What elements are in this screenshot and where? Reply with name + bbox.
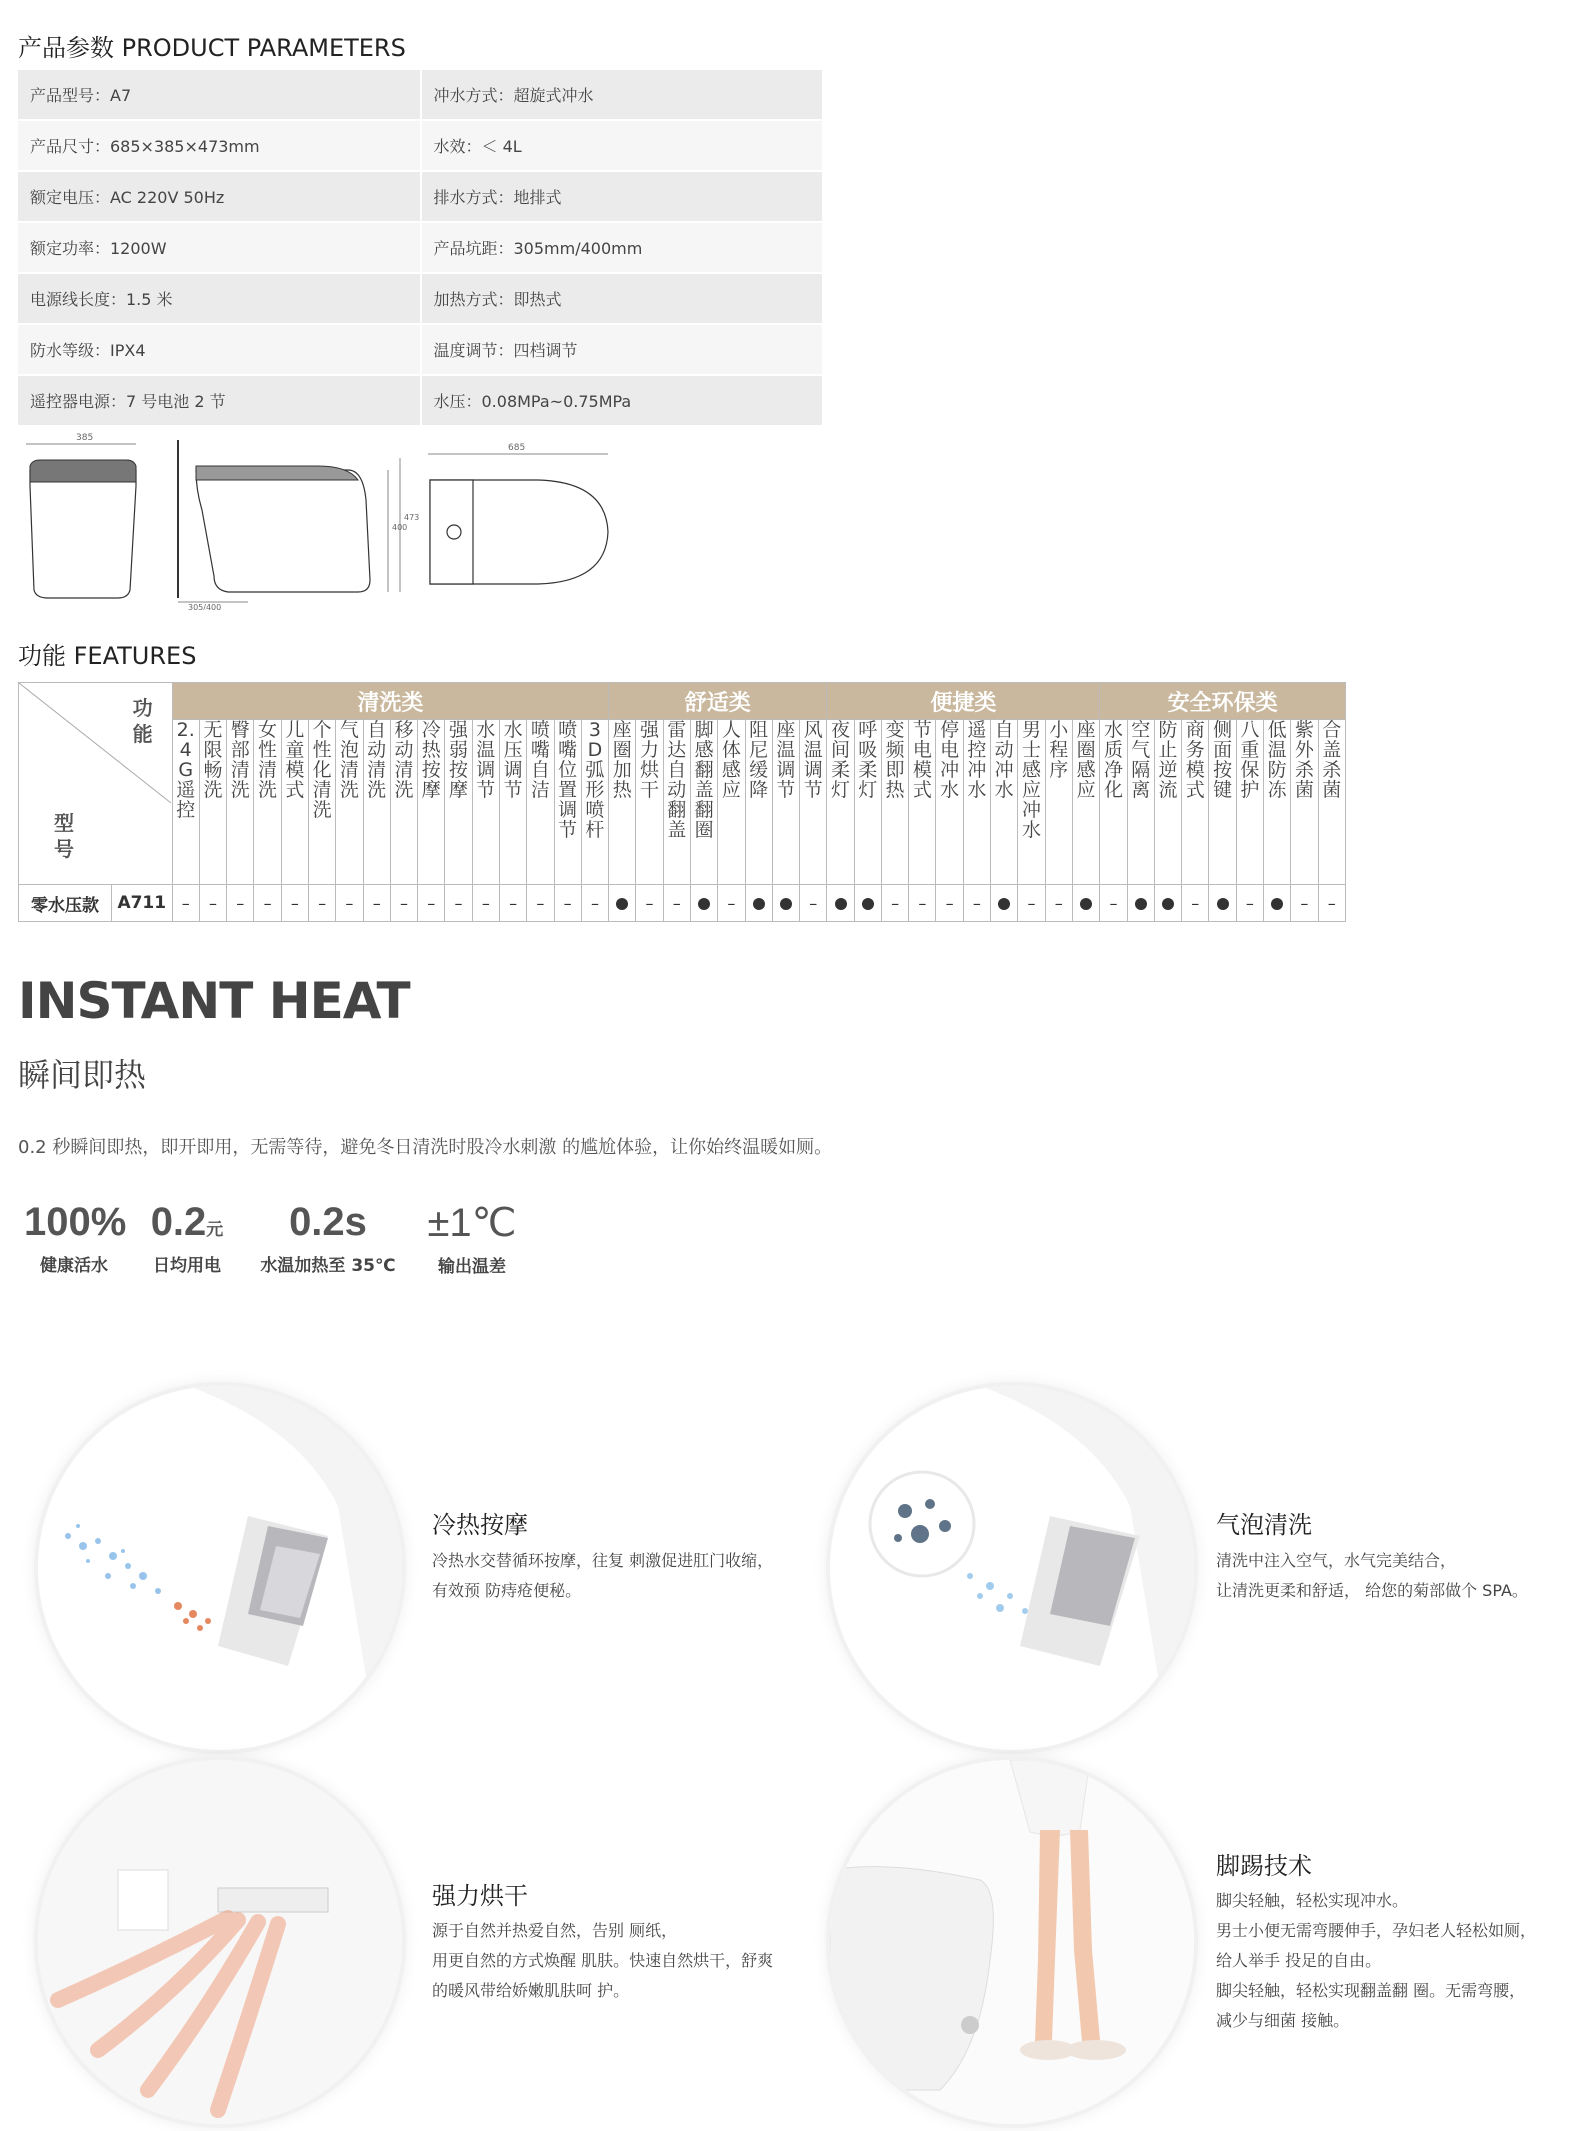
function-header: 移动清洗 <box>390 720 417 885</box>
feature-unsupported-dash: – <box>881 885 908 922</box>
function-header: 喷嘴位置调节 <box>554 720 581 885</box>
feature-unsupported-dash: – <box>800 885 827 922</box>
stat-daily-power <box>142 1200 232 1276</box>
massage-image <box>38 1386 402 1750</box>
stat-heat-time <box>258 1200 398 1276</box>
feature-unsupported-dash: – <box>909 885 936 922</box>
function-header: 停电冲水 <box>936 720 963 885</box>
function-header: 2.4G遥控 <box>172 720 199 885</box>
stat-label: 日均用电 <box>153 1256 221 1276</box>
top-view-drawing <box>428 443 608 584</box>
function-header: 小程序 <box>1045 720 1072 885</box>
dot-icon <box>835 898 847 910</box>
feature-unsupported-dash: – <box>308 885 335 922</box>
category-header: 清洗类 <box>172 683 609 720</box>
params-row <box>18 120 823 171</box>
function-header: 变频即热 <box>881 720 908 885</box>
kick-title: 脚踢技术 <box>1216 1852 1312 1880</box>
feature-unsupported-dash: – <box>472 885 499 922</box>
params-row <box>18 70 823 120</box>
dot-icon <box>616 898 628 910</box>
massage-title: 冷热按摩 <box>432 1511 528 1539</box>
function-header: 座圈感应 <box>1072 720 1099 885</box>
feature-supported-dot <box>772 885 799 922</box>
features-title: 功能 FEATURES <box>18 642 197 670</box>
function-header: 雷达自动翻盖 <box>663 720 690 885</box>
params-cell: 水压：0.08MPa~0.75MPa <box>421 375 824 426</box>
function-header: 女性清洗 <box>254 720 281 885</box>
feature-supported-dot <box>1072 885 1099 922</box>
feature-supported-dot <box>1209 885 1236 922</box>
dim-pit-label: 305/400 <box>188 603 222 610</box>
function-header: 自动冲水 <box>991 720 1018 885</box>
feature-unsupported-dash: – <box>499 885 526 922</box>
feature-unsupported-dash: – <box>1045 885 1072 922</box>
stat-value: 0.2元 <box>150 1200 224 1244</box>
corner-model-label: 型号 <box>54 811 74 861</box>
feature-unsupported-dash: – <box>336 885 363 922</box>
feature-unsupported-dash: – <box>445 885 472 922</box>
dot-icon <box>862 898 874 910</box>
function-header: 商务模式 <box>1182 720 1209 885</box>
corner-header <box>19 683 173 885</box>
features-table <box>18 682 1346 922</box>
feature-unsupported-dash: – <box>1018 885 1045 922</box>
params-table <box>18 70 824 427</box>
feature-supported-dot <box>827 885 854 922</box>
params-cell: 排水方式：地排式 <box>421 171 824 222</box>
function-header: 座温调节 <box>772 720 799 885</box>
dot-icon <box>1162 898 1174 910</box>
dim-height1-label: 400 <box>392 523 408 532</box>
product-name: 零水压款 <box>19 885 112 922</box>
function-header: 脚感翻盖翻圈 <box>690 720 717 885</box>
function-header: 侧面按键 <box>1209 720 1236 885</box>
function-header: 低温防冻 <box>1264 720 1291 885</box>
function-header: 阻尼缓降 <box>745 720 772 885</box>
category-header: 舒适类 <box>609 683 827 720</box>
front-view-drawing <box>26 433 136 598</box>
dot-icon <box>1271 898 1283 910</box>
params-row <box>18 273 823 324</box>
bubble-text: 清洗中注入空气，水气完美结合， 让清洗更柔和舒适， 给您的菊部做个 SPA。 <box>1216 1551 1528 1600</box>
params-title: 产品参数 PRODUCT PARAMETERS <box>18 34 406 62</box>
side-view-drawing <box>178 440 419 610</box>
params-cell: 冲水方式：超旋式冲水 <box>421 70 824 120</box>
drying-title: 强力烘干 <box>432 1882 528 1910</box>
params-cell: 遥控器电源：7 号电池 2 节 <box>18 375 421 426</box>
function-header: 水质净化 <box>1100 720 1127 885</box>
params-row <box>18 375 823 426</box>
params-cell: 加热方式：即热式 <box>421 273 824 324</box>
params-cell: 电源线长度：1.5 米 <box>18 273 421 324</box>
stat-label: 水温加热至 35℃ <box>260 1256 396 1276</box>
stat-value: 0.2s <box>289 1200 367 1244</box>
function-header: 人体感应 <box>718 720 745 885</box>
function-header: 儿童模式 <box>281 720 308 885</box>
function-header: 强弱按摩 <box>445 720 472 885</box>
feature-unsupported-dash: – <box>281 885 308 922</box>
stat-value: ±1℃ <box>427 1201 517 1245</box>
params-cell: 温度调节：四档调节 <box>421 324 824 375</box>
function-header: 风温调节 <box>800 720 827 885</box>
kick-image <box>830 1760 1194 2124</box>
params-row <box>18 222 823 273</box>
function-header: 遥控冲水 <box>963 720 990 885</box>
function-header: 节电模式 <box>909 720 936 885</box>
function-header: 臀部清洗 <box>227 720 254 885</box>
function-header: 防止逆流 <box>1154 720 1181 885</box>
feature-supported-dot <box>745 885 772 922</box>
heat-subtitle: 瞬间即热 <box>18 1056 147 1094</box>
function-header: 空气隔离 <box>1127 720 1154 885</box>
params-cell: 产品坑距：305mm/400mm <box>421 222 824 273</box>
function-header: 喷嘴自洁 <box>527 720 554 885</box>
dim-height2-label: 473 <box>404 513 420 522</box>
feature-unsupported-dash: – <box>554 885 581 922</box>
function-header: 3D弧形喷杆 <box>581 720 608 885</box>
feature-unsupported-dash: – <box>581 885 608 922</box>
feature-supported-dot <box>991 885 1018 922</box>
function-header: 紫外杀菌 <box>1291 720 1318 885</box>
feature-supported-dot <box>1127 885 1154 922</box>
heat-title: INSTANT HEAT <box>18 972 410 1030</box>
dot-icon <box>780 898 792 910</box>
feature-unsupported-dash: – <box>1236 885 1263 922</box>
params-cell: 额定功率：1200W <box>18 222 421 273</box>
params-cell: 防水等级：IPX4 <box>18 324 421 375</box>
dot-icon <box>998 898 1010 910</box>
dim-width-label: 385 <box>76 433 94 443</box>
feature-unsupported-dash: – <box>1100 885 1127 922</box>
function-header: 无限畅洗 <box>199 720 226 885</box>
dot-icon <box>753 898 765 910</box>
feature-supported-dot <box>1264 885 1291 922</box>
feature-supported-dot <box>854 885 881 922</box>
bubble-title: 气泡清洗 <box>1216 1511 1312 1539</box>
category-header: 安全环保类 <box>1100 683 1346 720</box>
function-header: 水温调节 <box>472 720 499 885</box>
drying-image <box>38 1760 402 2124</box>
dot-icon <box>1135 898 1147 910</box>
function-header: 个性化清洗 <box>308 720 335 885</box>
dot-icon <box>1217 898 1229 910</box>
feature-unsupported-dash: – <box>936 885 963 922</box>
params-cell: 产品尺寸：685×385×473mm <box>18 120 421 171</box>
feature-unsupported-dash: – <box>363 885 390 922</box>
function-header: 夜间柔灯 <box>827 720 854 885</box>
dim-length-label: 685 <box>508 443 526 453</box>
stat-label: 健康活水 <box>40 1256 108 1276</box>
dot-icon <box>1080 898 1092 910</box>
feature-unsupported-dash: – <box>172 885 199 922</box>
product-model: A711 <box>111 885 172 922</box>
stat-value: 100% <box>24 1200 127 1244</box>
function-header: 男士感应冲水 <box>1018 720 1045 885</box>
params-cell: 额定电压：AC 220V 50Hz <box>18 171 421 222</box>
function-header: 强力烘干 <box>636 720 663 885</box>
feature-supported-dot <box>690 885 717 922</box>
dimension-drawings <box>18 430 618 610</box>
feature-unsupported-dash: – <box>718 885 745 922</box>
function-header: 水压调节 <box>499 720 526 885</box>
drying-text: 源于自然并热爱自然，告别 厕纸， 用更自然的方式焕醒 肌肤。快速自然烘干，舒爽 的暖风带给娇嫩肌肤呵 护。 <box>432 1921 774 2000</box>
feature-unsupported-dash: – <box>418 885 445 922</box>
params-row <box>18 171 823 222</box>
function-header: 气泡清洗 <box>336 720 363 885</box>
massage-text: 冷热水交替循环按摩，往复 刺激促进肛门收缩， 有效预 防痔疮便秘。 <box>432 1551 774 1600</box>
feature-supported-dot <box>609 885 636 922</box>
feature-unsupported-dash: – <box>390 885 417 922</box>
feature-unsupported-dash: – <box>1318 885 1345 922</box>
corner-function-label: 功能 <box>132 696 153 746</box>
stat-temp-diff <box>422 1200 522 1277</box>
function-header: 合盖杀菌 <box>1318 720 1345 885</box>
params-row <box>18 324 823 375</box>
feature-unsupported-dash: – <box>636 885 663 922</box>
feature-supported-dot <box>1154 885 1181 922</box>
function-header: 自动清洗 <box>363 720 390 885</box>
feature-unsupported-dash: – <box>1182 885 1209 922</box>
feature-unsupported-dash: – <box>963 885 990 922</box>
stat-label: 输出温差 <box>438 1257 506 1277</box>
params-cell: 产品型号：A7 <box>18 70 421 120</box>
function-header: 呼吸柔灯 <box>854 720 881 885</box>
stat-healthy-water <box>24 1200 127 1276</box>
function-header: 八重保护 <box>1236 720 1263 885</box>
heat-description: 0.2 秒瞬间即热，即开即用，无需等待，避免冬日清洗时股冷水刺激 的尴尬体验，让你始终温暖如厕。 <box>18 1137 833 1158</box>
function-header: 座圈加热 <box>609 720 636 885</box>
feature-unsupported-dash: – <box>199 885 226 922</box>
bubble-image <box>830 1386 1194 1750</box>
feature-unsupported-dash: – <box>254 885 281 922</box>
category-header: 便捷类 <box>827 683 1100 720</box>
feature-unsupported-dash: – <box>1291 885 1318 922</box>
function-header: 冷热按摩 <box>418 720 445 885</box>
dot-icon <box>698 898 710 910</box>
feature-unsupported-dash: – <box>663 885 690 922</box>
feature-unsupported-dash: – <box>227 885 254 922</box>
feature-unsupported-dash: – <box>527 885 554 922</box>
kick-text: 脚尖轻触，轻松实现冲水。 男士小便无需弯腰伸手，孕妇老人轻松如厕， 给人举手 投足的自由。 脚尖轻触，轻松实现翻盖翻 圈。无需弯腰， 减少与细菌 接触。 <box>1216 1891 1537 2030</box>
params-cell: 水效：＜ 4L <box>421 120 824 171</box>
